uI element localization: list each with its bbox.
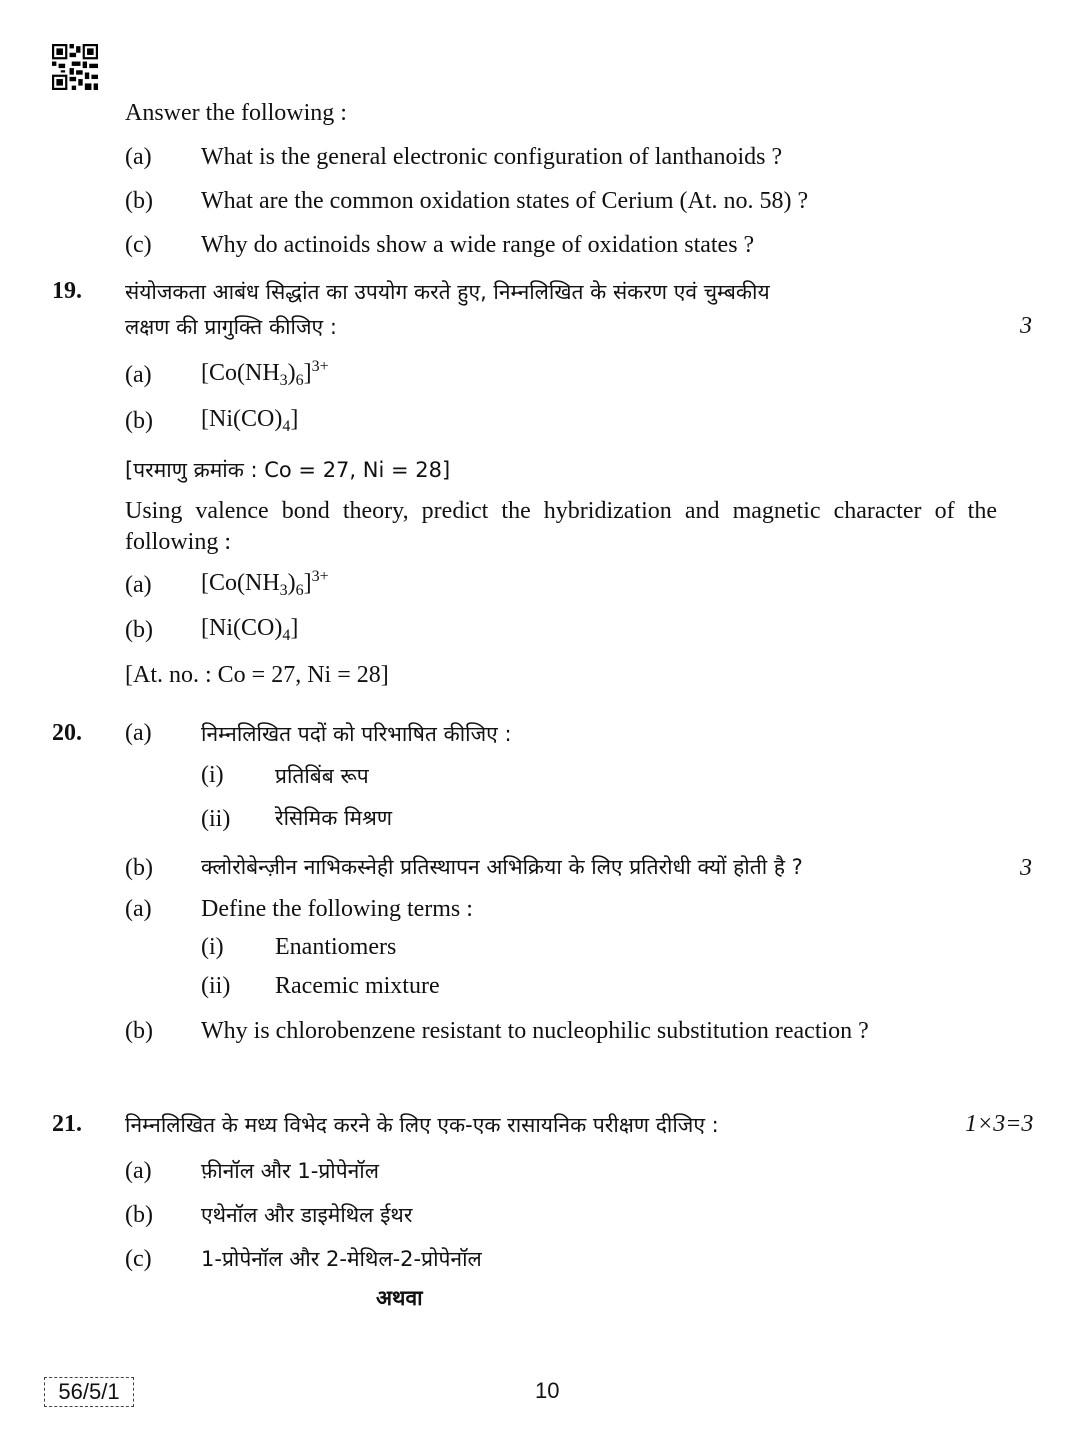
q19-marks: 3	[1020, 313, 1032, 339]
q20-en-a-label: (a)	[125, 896, 152, 922]
q19-hi-a-label: (a)	[125, 362, 152, 388]
q18-intro: Answer the following :	[125, 100, 347, 126]
q20-en-i-text: Enantiomers	[275, 934, 397, 960]
q19-hi-b-label: (b)	[125, 408, 153, 434]
q18-item-a-label: (a)	[125, 144, 152, 170]
q20-en-b-label: (b)	[125, 1018, 153, 1044]
q21-item-c-label: (c)	[125, 1246, 152, 1272]
q19-hindi-line2: लक्षण की प्रागुक्ति कीजिए :	[125, 315, 337, 339]
q20-number: 20.	[52, 720, 82, 746]
q21-item-c-text: 1-प्रोपेनॉल और 2-मेथिल-2-प्रोपेनॉल	[201, 1247, 482, 1271]
q21-marks: 1×3=3	[965, 1111, 1034, 1137]
q18-item-b-label: (b)	[125, 188, 153, 214]
q18-item-c-text: Why do actinoids show a wide range of oxidation states ?	[201, 232, 755, 258]
q20-hi-a-label: (a)	[125, 720, 152, 746]
q21-or-separator: अथवा	[376, 1286, 423, 1310]
q20-en-a-text: Define the following terms :	[201, 896, 473, 922]
q21-number: 21.	[52, 1111, 82, 1137]
q19-en-formula-a: $[Co(NH_3)_6]^{3+}$	[201, 568, 329, 599]
q21-item-b-text: एथेनॉल और डाइमेथिल ईथर	[201, 1203, 413, 1227]
q18-item-c-label: (c)	[125, 232, 152, 258]
q19-en-formula-b: $[Ni(CO)_4]$	[201, 615, 299, 644]
q18-item-a-text: What is the general electronic configuration of lanthanoids ?	[201, 144, 783, 170]
q19-hi-formula-a: $[Co(NH_3)_6]^{3+}$	[201, 358, 329, 389]
q19-english-atomic-numbers: [At. no. : Co = 27, Ni = 28]	[125, 662, 389, 688]
q19-hi-formula-b: $[Ni(CO)_4]$	[201, 406, 299, 435]
q20-hi-ii-text: रेसिमिक मिश्रण	[275, 806, 393, 830]
qr-code-icon	[52, 44, 98, 90]
q18-item-b-text: What are the common oxidation states of Cerium (At. no. 58) ?	[201, 188, 809, 214]
q20-hi-i-label: (i)	[201, 762, 224, 788]
q21-item-b-label: (b)	[125, 1202, 153, 1228]
paper-code-box: 56/5/1	[44, 1377, 134, 1407]
q19-number: 19.	[52, 278, 82, 304]
q20-hi-a-text: निम्नलिखित पदों को परिभाषित कीजिए :	[201, 722, 512, 746]
q19-hindi-atomic-numbers: [परमाणु क्रमांक : Co = 27, Ni = 28]	[125, 458, 451, 482]
q20-en-ii-text: Racemic mixture	[275, 973, 440, 999]
q20-hi-b-label: (b)	[125, 855, 153, 881]
q21-item-a-text: फ़ीनॉल और 1-प्रोपेनॉल	[201, 1159, 379, 1183]
q19-hindi-line1: संयोजकता आबंध सिद्धांत का उपयोग करते हुए, निम्नलिखित के संकरण एवं चुम्बकीय	[125, 280, 770, 304]
q19-en-a-label: (a)	[125, 572, 152, 598]
q20-hi-i-text: प्रतिबिंब रूप	[275, 764, 369, 788]
q19-english-text: Using valence bond theory, predict the hybridization and magnetic character of the following :	[125, 498, 997, 555]
q20-hi-b-text: क्लोरोबेन्ज़ीन नाभिकस्नेही प्रतिस्थापन अभिक्रिया के लिए प्रतिरोधी क्यों होती है ?	[201, 855, 803, 879]
q21-item-a-label: (a)	[125, 1158, 152, 1184]
q20-en-i-label: (i)	[201, 934, 224, 960]
q21-hindi-text: निम्नलिखित के मध्य विभेद करने के लिए एक-एक रासायनिक परीक्षण दीजिए :	[125, 1113, 719, 1137]
q20-en-ii-label: (ii)	[201, 973, 231, 999]
page-number: 10	[535, 1378, 560, 1403]
q19-en-b-label: (b)	[125, 617, 153, 643]
q20-en-b-text: Why is chlorobenzene resistant to nucleophilic substitution reaction ?	[201, 1018, 869, 1044]
q20-marks: 3	[1020, 855, 1032, 881]
q20-hi-ii-label: (ii)	[201, 806, 231, 832]
